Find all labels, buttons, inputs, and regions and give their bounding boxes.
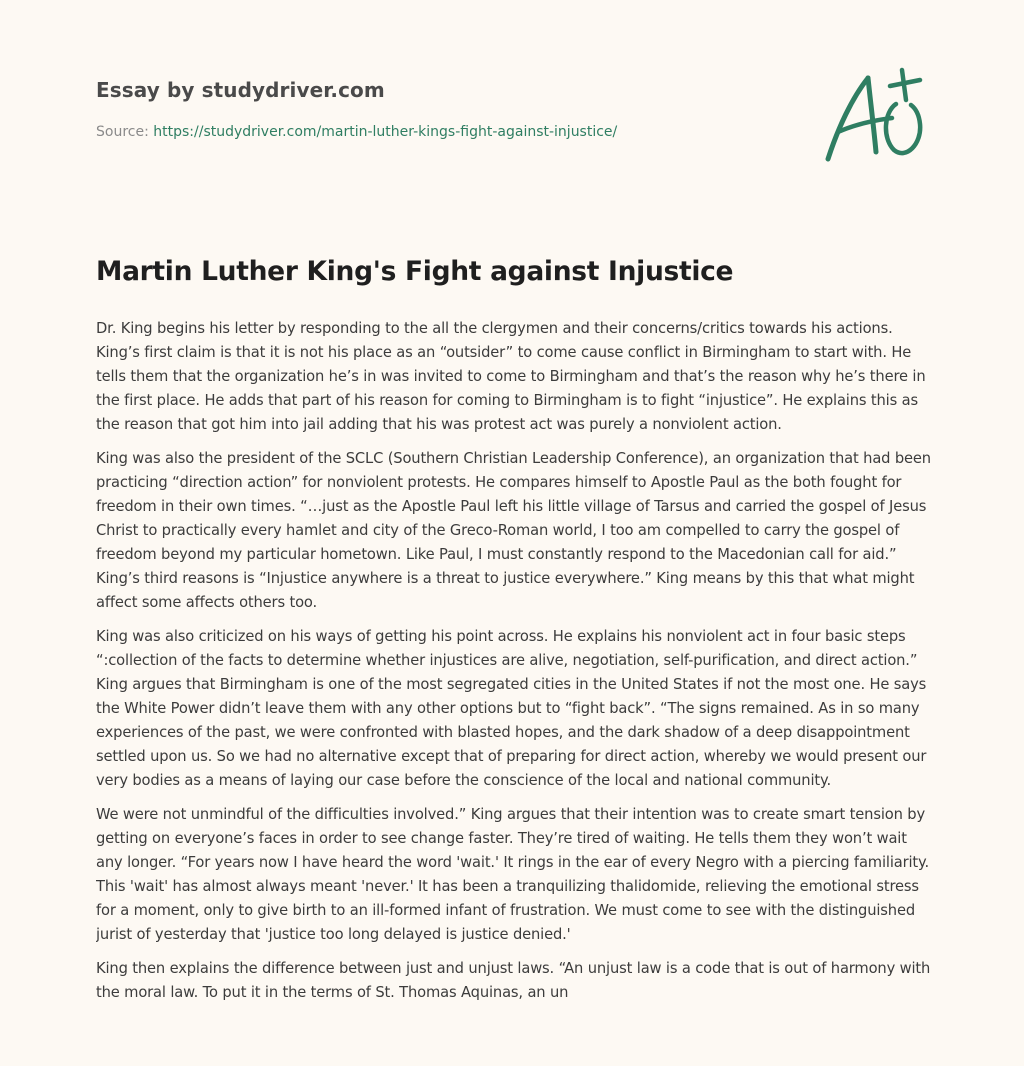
essay-paragraph-2: King was also the president of the SCLC (Southern Christian Leadership Conference), an organization that had been practicing “direction action” for nonviolent protests. He compares himself to Apostle Paul as the both fought for freedom in their own times. “…just as the Apostle Paul left his little village of Tarsus and carried the gospel of Jesus Christ to practically every hamlet and city of the Greco-Roman world, I too am compelled to carry the gospel of freedom beyond my particular hometown. Like Paul, I must constantly respond to the Macedonian call for aid.” King’s third reasons is “Injustice anywhere is a threat to justice everywhere.” King means by this that what might affect some affects others too. [96, 450, 931, 611]
site-title: Essay by studydriver.com [96, 78, 385, 102]
essay-paragraph-5: King then explains the difference between just and unjust laws. “An unjust law is a code that is out of harmony with the moral law. To put it in the terms of St. Thomas Aquinas, an un [96, 960, 931, 1001]
page-header [96, 0, 928, 200]
source-label: Source: [96, 124, 149, 140]
essay-body [96, 317, 932, 1052]
essay-paragraph-3: King was also criticized on his ways of getting his point across. He explains his nonviolent act in four basic steps “:collection of the facts to determine whether injustices are alive, negotiation, self-purification, and direct action.” King argues that Birmingham is one of the most segregated cities in the United States if not the most one. He says the White Power didn’t leave them with any other options but to “fight back”. “The signs remained. As in so many experiences of the past, we were confronted with blasted hopes, and the dark shadow of a deep disappointment settled upon us. So we had no alternative except that of preparing for direct action, whereby we would present our very bodies as a means of laying our case before the conscience of the local and national community. [96, 628, 927, 789]
essay-paragraph-4: We were not unmindful of the difficulties involved.” King argues that their intention was to create smart tension by getting on everyone’s faces in order to see change faster. They’re tired of waiting. He tells them they won’t wait any longer. “For years now I have heard the word 'wait.' It rings in the ear of every Negro with a piercing familiarity. This 'wait' has almost always meant 'never.' It has been a tranquilizing thalidomide, relieving the emotional stress for a moment, only to give birth to an ill-formed infant of frustration. We must come to see with the distinguished jurist of yesterday that 'justice too long delayed is justice denied.' [96, 806, 929, 943]
source-line [96, 124, 617, 140]
a-plus-logo-icon [824, 66, 928, 166]
essay-paragraph-1: Dr. King begins his letter by responding to the all the clergymen and their concerns/critics towards his actions. King’s first claim is that it is not his place as an “outsider” to come cause conflict in Birmingham to start with. He tells them that the organization he’s in was invited to come to Birmingham and that’s the reason why he’s there in the first place. He adds that part of his reason for coming to Birmingham is to fight “injustice”. He explains this as the reason that got him into jail adding that his was protest act was purely a nonviolent action. [96, 320, 926, 433]
source-link[interactable]: https://studydriver.com/martin-luther-kings-fight-against-injustice/ [153, 124, 618, 140]
essay-title: Martin Luther King's Fight against Injustice [96, 256, 734, 287]
